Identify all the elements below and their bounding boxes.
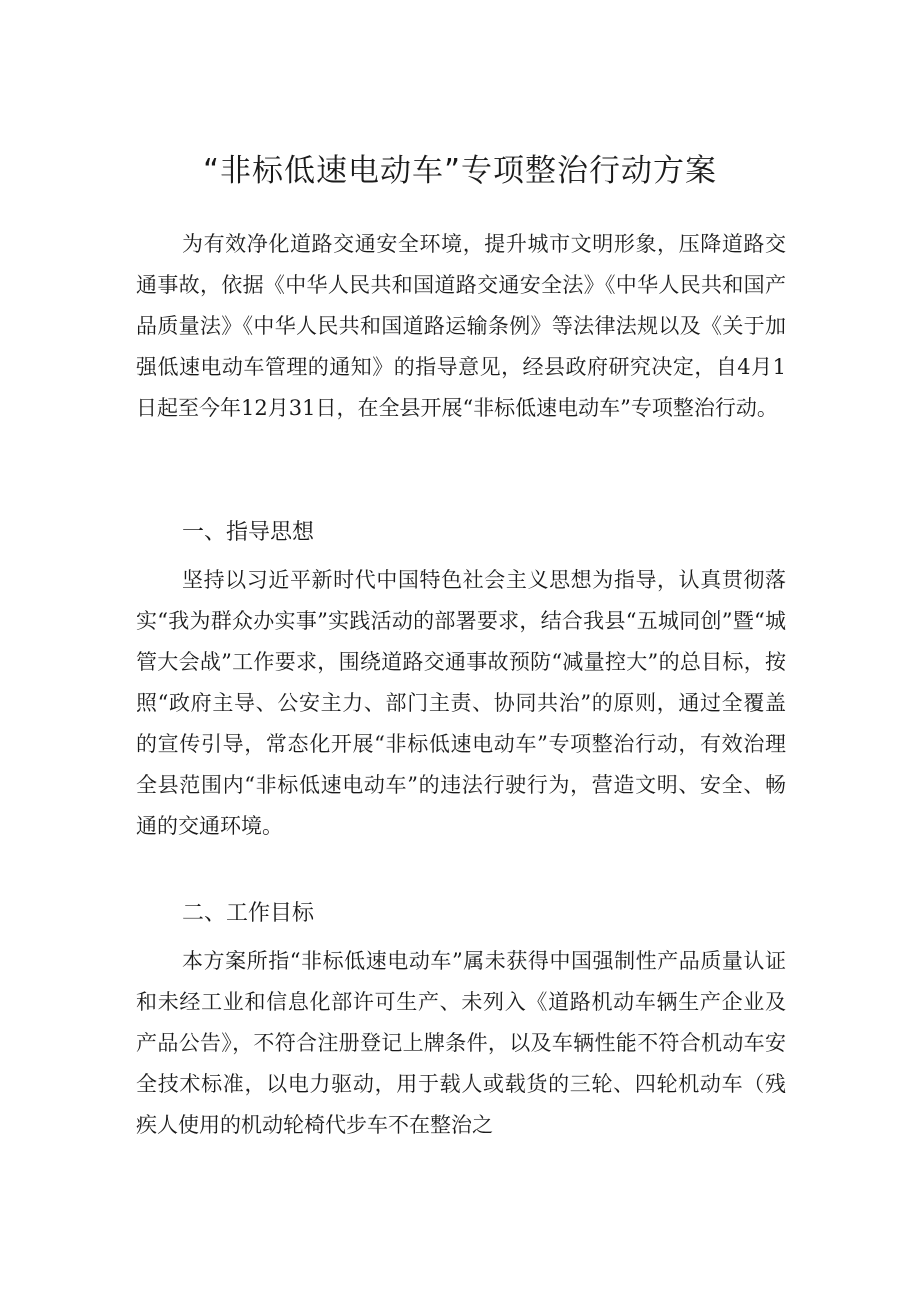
section-paragraph-work-objectives: 本方案所指“非标低速电动车”属未获得中国强制性产品质量认证和未经工业和信息化部许可生产、未列入《道路机动车辆生产企业及产品公告》，不符合注册登记上牌条件，以及车辆性能不符合机动车安全技术标准，以电力驱动，用于载人或载货的三轮、四轮机动车（残疾人使用的机动轮椅代步车不在整治之 bbox=[136, 949, 786, 1137]
intro-paragraph: 为有效净化道路交通安全环境，提升城市文明形象，压降道路交通事故，依据《中华人民共和国道路交通安全法》《中华人民共和国产品质量法》《中华人民共和国道路运输条例》等法律法规以及《关于加强低速电动车管理的通知》的指导意见，经县政府研究决定，自4月1日起至今年12月31日，在全县开展“非标低速电动车”专项整治行动。 bbox=[136, 232, 786, 420]
section-paragraph-guiding-ideology: 坚持以习近平新时代中国特色社会主义思想为指导，认真贯彻落实“我为群众办实事”实践活动的部署要求，结合我县“五城同创”暨“城管大会战”工作要求，围绕道路交通事故预防“减量控大”的总目标，按照“政府主导、公安主力、部门主责、协同共治”的原则，通过全覆盖的宣传引导，常态化开展“非标低速电动车”专项整治行动，有效治理全县范围内“非标低速电动车”的违法行驶行为，营造文明、安全、畅通的交通环境。 bbox=[136, 568, 786, 838]
document-title: “非标低速电动车”专项整治行动方案 bbox=[202, 153, 718, 189]
section-heading-work-objectives: 二、工作目标 bbox=[182, 901, 315, 926]
section-heading-guiding-ideology: 一、指导思想 bbox=[182, 520, 315, 545]
